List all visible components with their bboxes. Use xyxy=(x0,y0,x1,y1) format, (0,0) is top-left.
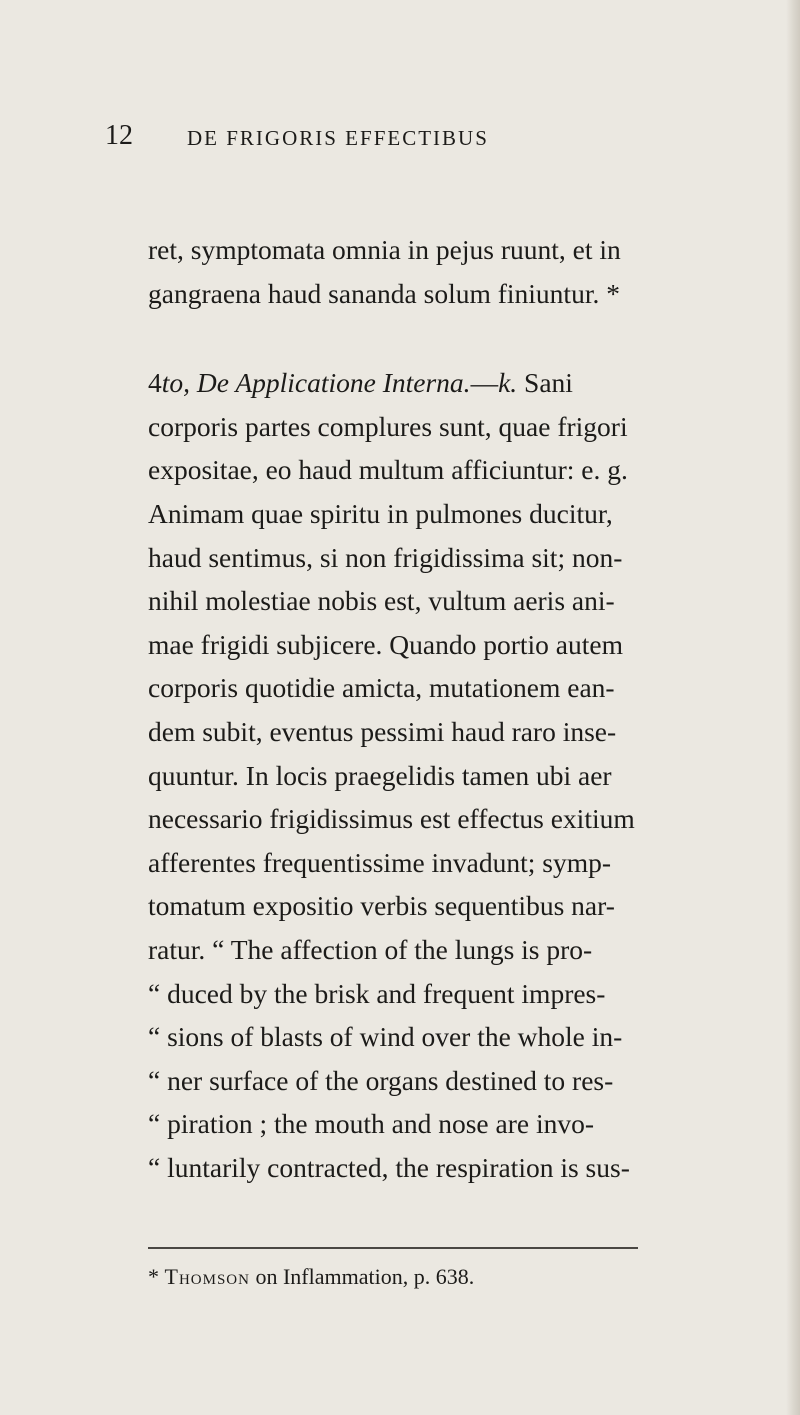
text-line: gangraena haud sananda solum finiuntur. * xyxy=(148,277,620,309)
footnote-rule xyxy=(148,1247,638,1249)
text-line: afferentes frequentissime invadunt; symp- xyxy=(148,846,612,878)
text-line: ret, symptomata omnia in pejus ruunt, et in xyxy=(148,234,621,265)
footnote xyxy=(148,1264,474,1290)
text-line: nihil molestiae nobis est, vultum aeris ani- xyxy=(148,585,615,617)
text-line: necessario frigidissimus est effectus exitium xyxy=(148,803,635,835)
running-head: DE FRIGORIS EFFECTIBUS xyxy=(187,126,489,150)
text-line: “ piration ; the mouth and nose are invo- xyxy=(148,1108,594,1140)
footnote-text: on Inflammation, p. 638. xyxy=(249,1264,475,1289)
page-number: 12 xyxy=(105,120,133,151)
text-line: expositae, eo haud multum afficiuntur: e. g. xyxy=(148,454,628,486)
text-line: dem subit, eventus pessimi haud raro inse- xyxy=(148,715,617,747)
text-line: tomatum expositio verbis sequentibus nar- xyxy=(148,890,615,922)
page-header xyxy=(105,120,665,160)
body-text xyxy=(148,228,768,1189)
text-line: haud sentimus, si non frigidissima sit; non- xyxy=(148,541,623,573)
text-line: quuntur. In locis praegelidis tamen ubi aer xyxy=(148,759,612,791)
text-line: Animam quae spiritu in pulmones ducitur, xyxy=(148,497,613,529)
footnote-author: Thomson xyxy=(164,1264,250,1289)
section-heading-line xyxy=(148,361,768,405)
page-edge-shadow xyxy=(786,0,800,1415)
text-line: “ ner surface of the organs destined to res- xyxy=(148,1064,614,1096)
text-line: “ sions of blasts of wind over the whole in- xyxy=(148,1021,623,1053)
text-line: “ duced by the brisk and frequent impres- xyxy=(148,977,606,1009)
section-heading-text: 4to, De Applicatione Interna.—k. Sani xyxy=(148,367,573,399)
text-line: mae frigidi subjicere. Quando portio autem xyxy=(148,628,623,660)
text-line: “ luntarily contracted, the respiration is sus- xyxy=(148,1151,630,1183)
footnote-marker: * xyxy=(148,1264,159,1289)
text-line: ratur. “ The affection of the lungs is pro- xyxy=(148,933,593,965)
text-line: corporis quotidie amicta, mutationem ean- xyxy=(148,672,615,704)
text-line: corporis partes complures sunt, quae frigori xyxy=(148,410,628,442)
